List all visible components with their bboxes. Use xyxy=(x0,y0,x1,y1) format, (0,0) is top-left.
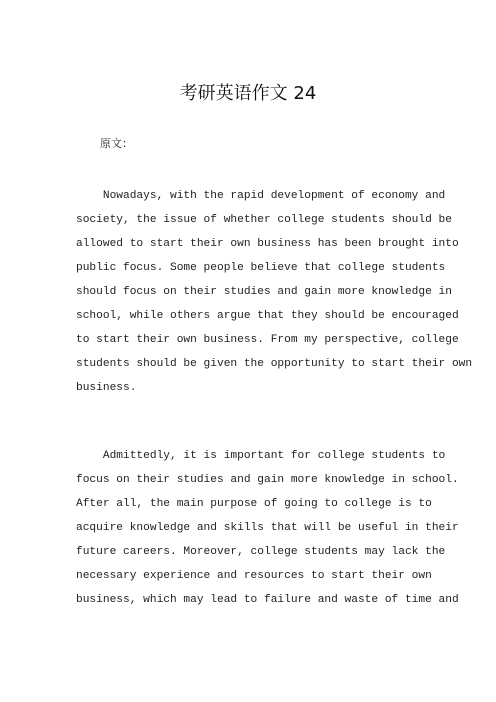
text-line: to start their own business. From my perspective, college xyxy=(76,334,459,346)
text-line: business. xyxy=(76,382,137,394)
text-line: public focus. Some people believe that college students xyxy=(76,262,446,274)
text-line: business, which may lead to failure and waste of time and xyxy=(76,594,459,606)
paragraph-1 xyxy=(76,184,473,400)
text-line: Nowadays, with the rapid development of economy and xyxy=(76,190,446,202)
text-line: After all, the main purpose of going to college is to xyxy=(76,498,432,510)
text-line: students should be given the opportunity to start their own xyxy=(76,358,473,370)
text-line: school, while others argue that they should be encouraged xyxy=(76,310,459,322)
text-line: society, the issue of whether college students should be xyxy=(76,214,452,226)
document-title: 考研英语作文 24 xyxy=(179,83,317,104)
text-line: should focus on their studies and gain more knowledge in xyxy=(76,286,452,298)
text-line: Admittedly, it is important for college students to xyxy=(76,450,446,462)
paragraph-2 xyxy=(76,444,459,612)
section-label: 原文： xyxy=(100,137,133,150)
text-line: allowed to start their own business has been brought into xyxy=(76,238,459,250)
text-line: acquire knowledge and skills that will be useful in their xyxy=(76,522,459,534)
text-line: necessary experience and resources to start their own xyxy=(76,570,432,582)
text-line: focus on their studies and gain more knowledge in school. xyxy=(76,474,459,486)
text-line: future careers. Moreover, college students may lack the xyxy=(76,546,446,558)
